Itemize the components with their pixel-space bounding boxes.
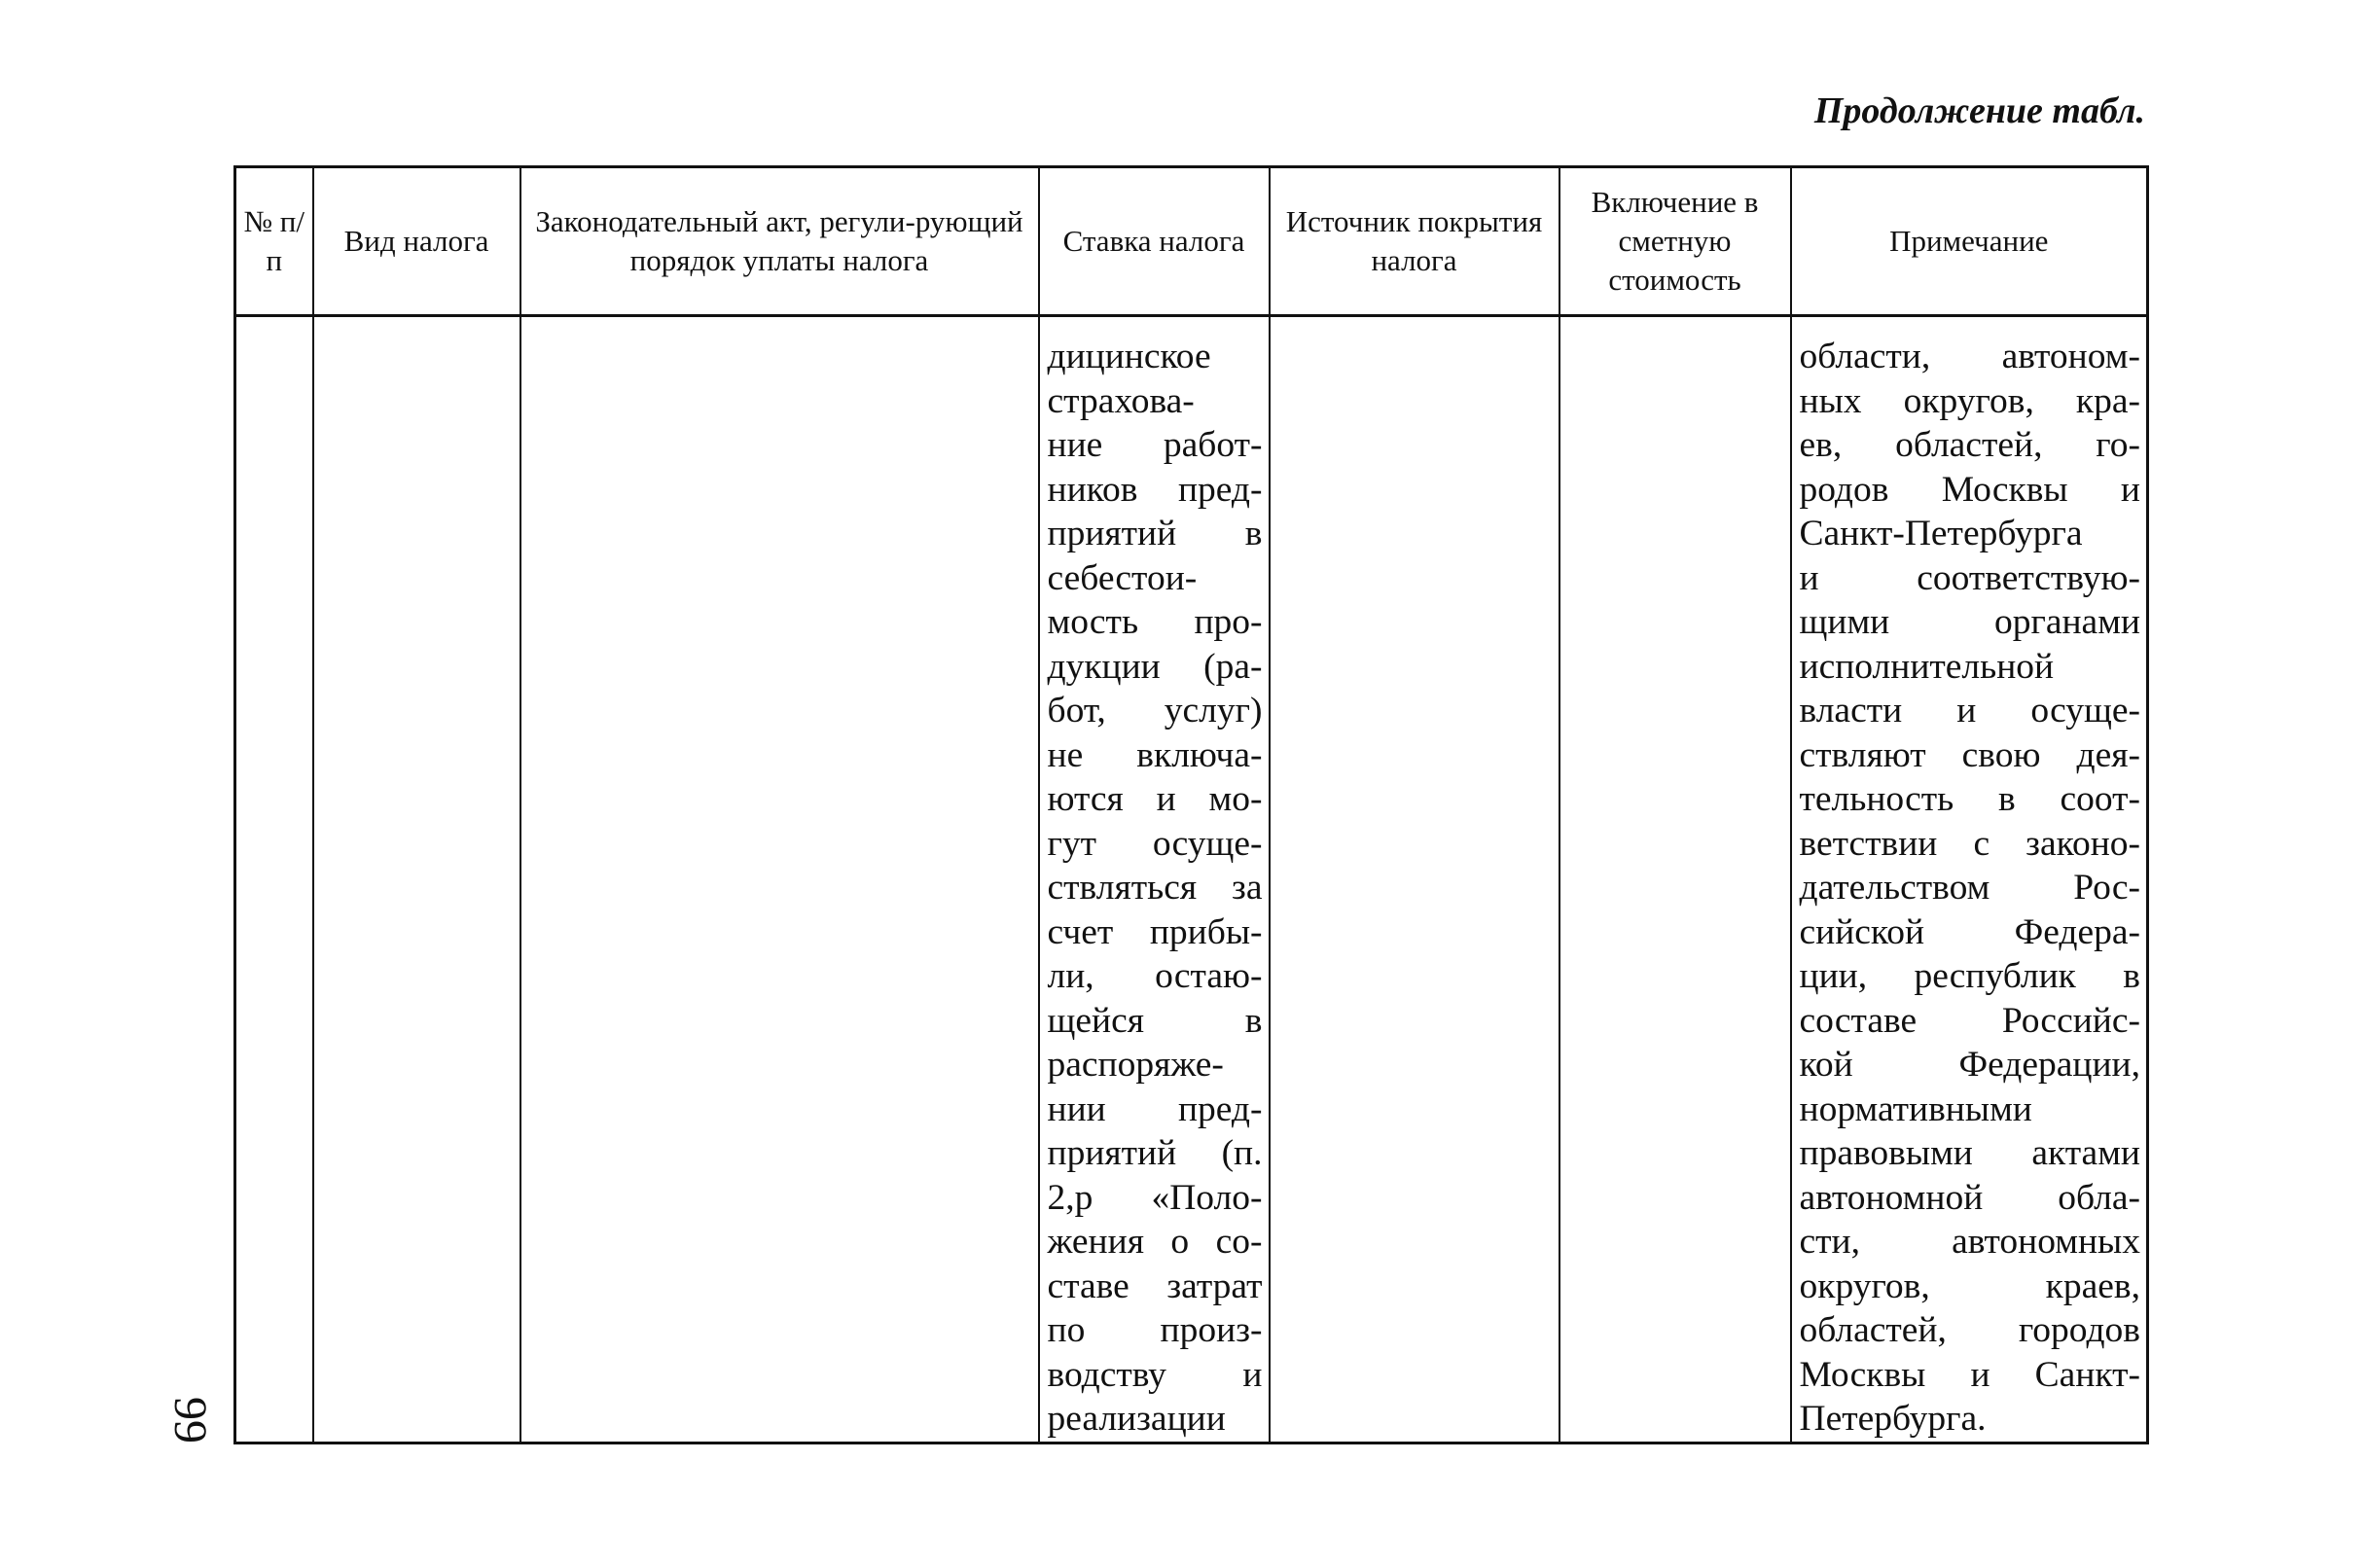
tax-rate-line: страхова- (1047, 380, 1195, 421)
note-line: щими органами (1799, 602, 2140, 642)
note-line: исполнительной (1799, 646, 2055, 687)
tax-rate-line: бот, услуг) (1047, 691, 1263, 731)
tax-rate-line: жения о со- (1047, 1222, 1263, 1262)
tax-rate-line: распоряже- (1047, 1045, 1224, 1085)
tax-rate-line: дукции (ра- (1047, 646, 1263, 687)
note-line: родов Москвы и (1799, 469, 2140, 510)
header-number: № п/п (235, 167, 313, 316)
note-line: области, автоном- (1799, 337, 2140, 376)
note-line: власти и осуще- (1799, 691, 2140, 731)
note-text (1792, 317, 2147, 1442)
tax-rate-line: дицинское (1047, 337, 1211, 376)
tax-rate-line: гут осуще- (1047, 823, 1263, 864)
page-number: 99 (164, 1397, 216, 1443)
tax-rate-line: ли, остаю- (1047, 956, 1263, 996)
tax-rate-text (1040, 317, 1269, 1442)
table-row (235, 316, 2148, 1443)
note-line: правовыми актами (1799, 1133, 2140, 1173)
note-line: нормативными (1799, 1088, 2032, 1129)
note-line: Санкт-Петербурга (1799, 514, 2083, 553)
tax-rate-line: приятий (п. (1047, 1133, 1263, 1173)
cell-coverage-source (1270, 316, 1559, 1443)
cell-tax-type (313, 316, 520, 1443)
header-note: Примечание (1791, 167, 2148, 316)
cell-tax-rate (1039, 316, 1270, 1443)
note-line: составе Российс- (1799, 1000, 2140, 1041)
note-line: ев, областей, го- (1799, 425, 2140, 465)
table-header-row (235, 167, 2148, 316)
note-line: округов, краев, (1799, 1265, 2140, 1306)
tax-rate-line: счет прибы- (1047, 911, 1263, 952)
note-line: и соответствую- (1799, 557, 2140, 598)
note-line: Петербурга. (1799, 1399, 1987, 1439)
tax-rate-line: реализации (1047, 1399, 1226, 1439)
tax-rate-line: ников пред- (1047, 469, 1263, 510)
cell-estimate-inclusion (1559, 316, 1791, 1443)
note-line: тельность в соот- (1799, 779, 2140, 819)
tax-table (233, 165, 2149, 1444)
tax-rate-line: щейся в (1047, 1000, 1263, 1041)
note-line: ных округов, кра- (1799, 380, 2140, 421)
note-line: ветствии с законо- (1799, 823, 2140, 864)
note-line: сти, автономных (1799, 1222, 2140, 1262)
tax-rate-line: себестои- (1047, 557, 1198, 598)
header-tax-rate: Ставка налога (1039, 167, 1270, 316)
cell-number (235, 316, 313, 1443)
cell-note (1791, 316, 2148, 1443)
tax-rate-line: ние работ- (1047, 425, 1263, 465)
tax-rate-line: ставе затрат (1047, 1265, 1263, 1306)
header-coverage-source: Источник покрытия налога (1270, 167, 1559, 316)
tax-rate-line: не включа- (1047, 734, 1263, 775)
tax-rate-line: мость про- (1047, 602, 1263, 642)
note-line: ции, республик в (1799, 956, 2140, 996)
note-line: сийской Федера- (1799, 911, 2140, 952)
header-legal-act: Законодательный акт, регули-рующий порядок уплаты налога (520, 167, 1039, 316)
tax-rate-line: ются и мо- (1047, 779, 1263, 819)
table-continuation-caption: Продолжение табл. (1813, 90, 2145, 131)
cell-legal-act (520, 316, 1039, 1443)
tax-rate-line: приятий в (1047, 514, 1263, 553)
note-line: Москвы и Санкт- (1799, 1354, 2140, 1395)
tax-rate-line: нии пред- (1047, 1088, 1263, 1129)
tax-rate-line: водству и (1047, 1354, 1263, 1395)
note-line: ствляют свою дея- (1799, 734, 2140, 775)
header-tax-type: Вид налога (313, 167, 520, 316)
note-line: автономной обла- (1799, 1177, 2140, 1218)
tax-rate-line: по произ- (1047, 1310, 1263, 1350)
note-line: областей, городов (1799, 1310, 2140, 1350)
note-line: кой Федерации, (1799, 1045, 2140, 1085)
header-estimate-inclusion: Включение в сметную стоимость (1559, 167, 1791, 316)
tax-rate-line: ствляться за (1047, 868, 1263, 908)
note-line: дательством Рос- (1799, 868, 2140, 908)
tax-rate-line: 2,р «Поло- (1047, 1177, 1263, 1218)
